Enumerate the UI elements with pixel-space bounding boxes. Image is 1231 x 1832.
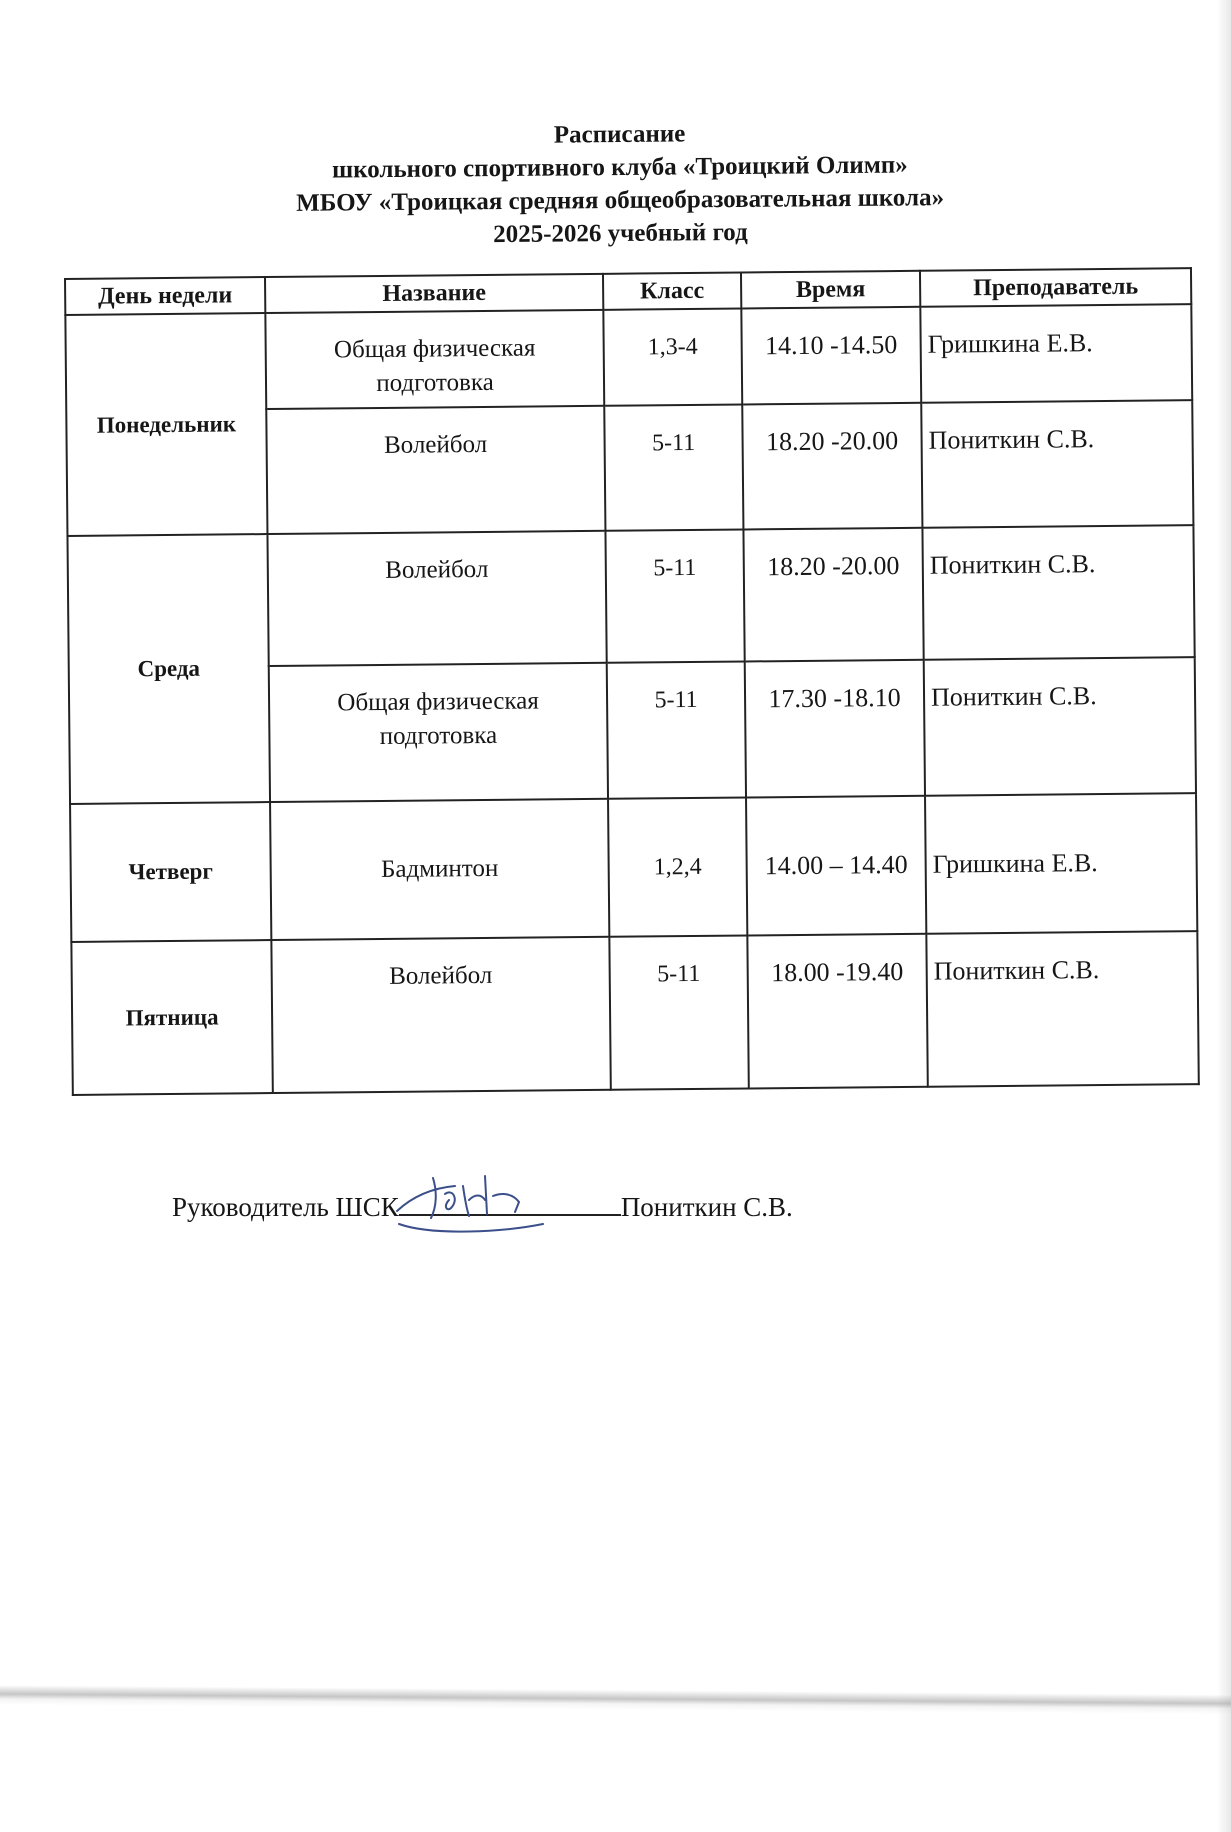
footer-name: Пониткин С.В.: [620, 1192, 793, 1222]
column-header-time: Время: [741, 271, 920, 309]
day-cell: Среда: [67, 534, 270, 804]
teacher-cell: Гришкина Е.В.: [920, 304, 1192, 403]
teacher-cell: Гришкина Е.В.: [925, 793, 1197, 934]
column-header-day: День недели: [65, 277, 265, 315]
class-cell: 5-11: [609, 935, 748, 1089]
time-cell: 18.20 -20.00: [742, 403, 922, 530]
teacher-cell: Пониткин С.В.: [922, 525, 1194, 660]
activity-cell: [267, 531, 606, 666]
activity-cell: [269, 663, 608, 802]
activity-name: Волейбол: [388, 961, 493, 990]
schedule-sheet: [64, 267, 1198, 1123]
schedule-table: [64, 267, 1200, 1096]
column-header-class: Класс: [603, 273, 741, 310]
class-cell: 1,2,4: [608, 797, 747, 936]
class-cell: 1,3-4: [603, 308, 742, 405]
teacher-cell: Пониткин С.В.: [921, 400, 1193, 528]
activity-name: Общая физическая подготовка: [337, 687, 539, 750]
activity-cell: [271, 937, 610, 1093]
activity-cell: [266, 406, 605, 534]
teacher-cell: Пониткин С.В.: [924, 657, 1196, 796]
footer-role: Руководитель ШСК: [172, 1192, 399, 1222]
header-club: школьного спортивного клуба «Троицкий Олимп»: [331, 151, 908, 184]
teacher-cell: Пониткин С.В.: [926, 931, 1198, 1087]
day-cell: Понедельник: [65, 313, 267, 536]
signature-field: [399, 1188, 621, 1216]
activity-name: Волейбол: [385, 555, 489, 584]
class-cell: 5-11: [604, 404, 743, 530]
day-cell: Четверг: [70, 802, 271, 942]
class-cell: 5-11: [605, 529, 744, 662]
time-cell: 14.10 -14.50: [741, 307, 921, 405]
header-title: Расписание: [553, 120, 686, 149]
time-cell: 18.00 -19.40: [747, 934, 927, 1089]
activity-name: Волейбол: [383, 430, 488, 459]
class-cell: 5-11: [607, 661, 746, 798]
day-cell: Пятница: [71, 940, 272, 1095]
header-school: МБОУ «Троицкая средняя общеобразовательная школа»: [296, 184, 945, 217]
table-row: [71, 931, 1198, 1095]
activity-cell: [270, 799, 609, 940]
time-cell: 14.00 – 14.40: [746, 796, 926, 936]
table-row: [65, 304, 1192, 411]
time-cell: 17.30 -18.10: [745, 660, 925, 798]
table-row: [70, 793, 1197, 942]
column-header-name: Название: [265, 274, 603, 313]
signature-image: [393, 1166, 553, 1236]
column-header-teacher: Преподаватель: [920, 268, 1191, 307]
signature-line: [172, 1188, 793, 1223]
page-edge: [0, 1685, 1231, 1715]
document-header: [199, 114, 1040, 253]
activity-name: Бадминтон: [380, 854, 499, 883]
time-cell: 18.20 -20.00: [743, 528, 923, 662]
table-row: [67, 525, 1194, 668]
activity-name: Общая физическая подготовка: [333, 334, 536, 398]
header-year: 2025-2026 учебный год: [493, 218, 748, 249]
activity-cell: [265, 310, 604, 409]
page-shadow: [1217, 0, 1231, 1832]
